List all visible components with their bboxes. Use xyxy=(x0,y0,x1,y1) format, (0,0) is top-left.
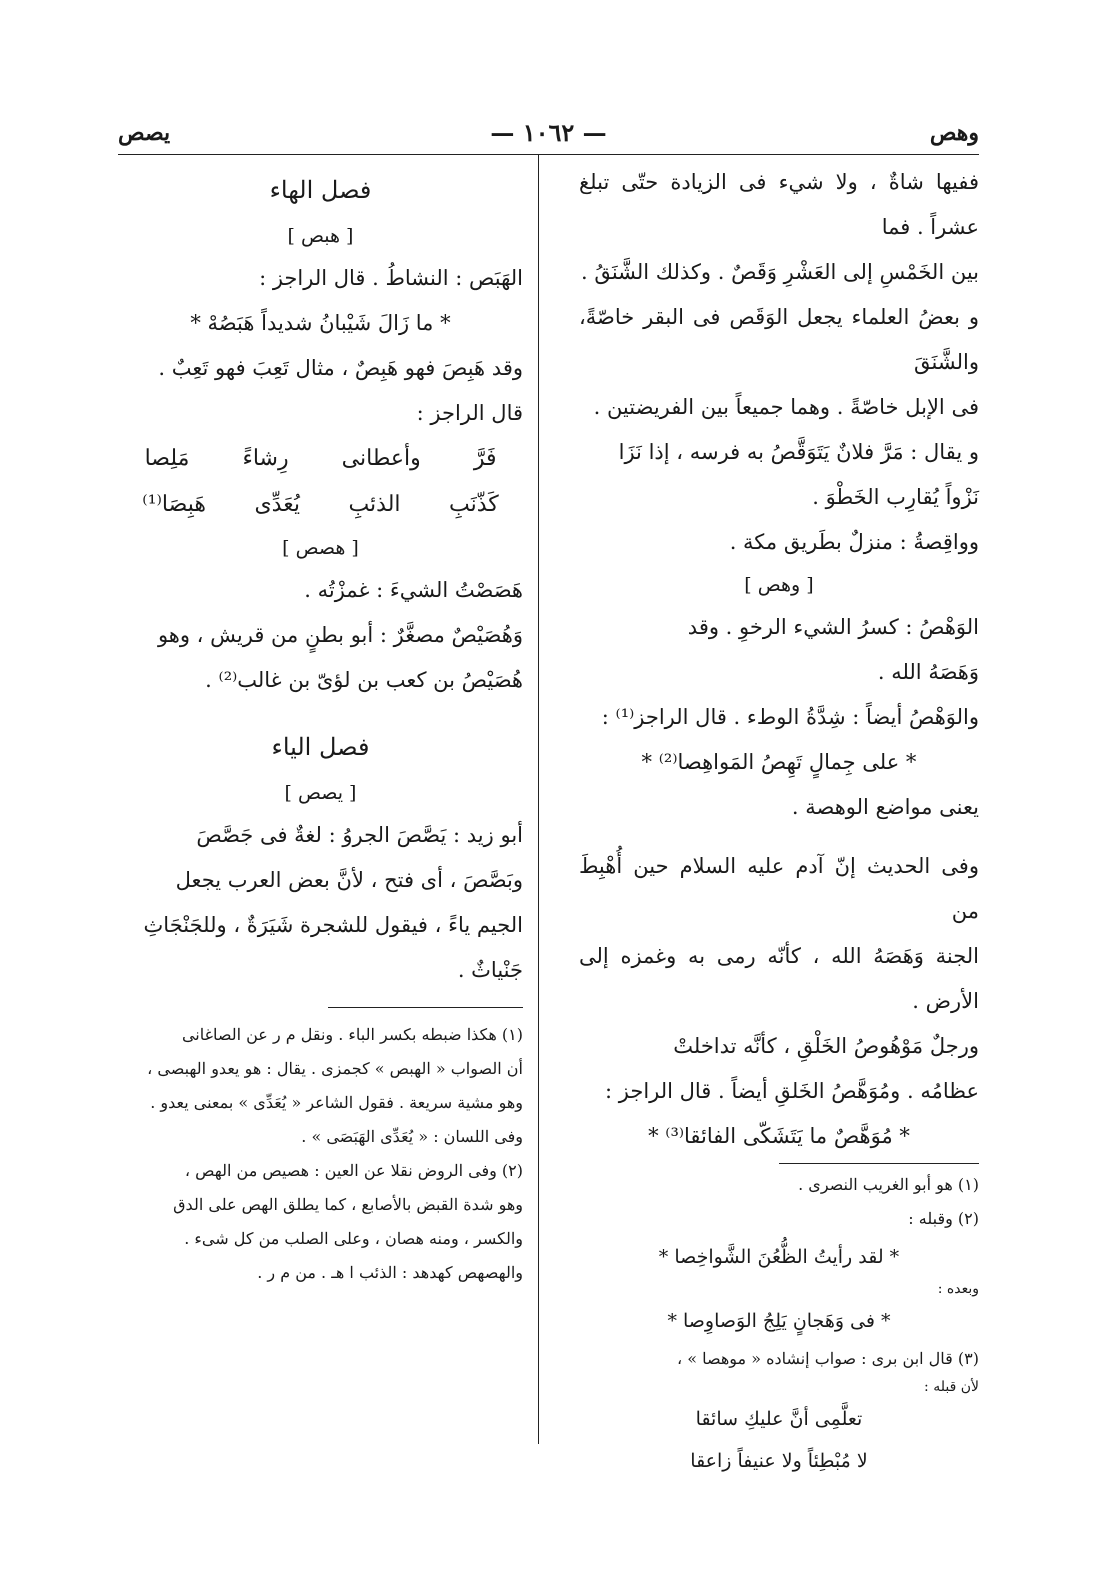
text-line: والوَهْصُ أيضاً : شِدَّةُ الوطء . قال الراجز⁽¹⁾ : xyxy=(601,705,979,729)
text-line: جَنْياثٌ . xyxy=(457,958,523,982)
footnote: وفى اللسان : « يُعَدِّى الهَبَصَى » . xyxy=(301,1127,523,1146)
section-heading-ha: فصل الهاء xyxy=(269,176,372,204)
verse-line: * مُوَهَّصٌ ما يَتَشَكّى الفائقا⁽³⁾ * xyxy=(648,1124,910,1148)
poem-line xyxy=(118,436,523,482)
text-line: الوَهْصُ : كسرُ الشيء الرخوِ . وقد xyxy=(687,615,979,639)
text-line: نَزْواً يُقارِب الخَطْوَ . xyxy=(812,485,979,509)
footnote-verse: * لقد رأيتُ الظُّعُنَ الشَّواخِصا * xyxy=(658,1246,900,1268)
footnote: لأن قبله : xyxy=(924,1379,979,1395)
text-line: يعنى مواضع الوهصة . xyxy=(791,795,979,819)
poem-word: كَذّنَبِ xyxy=(449,492,499,517)
verse-line: * على جِمالٍ تَهِصُ المَواهِصا⁽²⁾ * xyxy=(641,750,917,774)
text-line: ورجلٌ مَوْهُوصُ الخَلْقِ ، كأنَّه تداخلتْ xyxy=(673,1034,979,1058)
text-line: ففيها شاةٌ ، ولا شيء فى الزيادة حتّى تبلغ عشراً . فما xyxy=(579,170,979,239)
text-line: قال الراجز : xyxy=(416,401,523,425)
footnote-verse: تعلَّمِى أنَّ عليكِ سائقا xyxy=(695,1408,863,1430)
poem-word: رِشاءً xyxy=(242,446,289,471)
text-line: عظامُه . ومُوَهَّصُ الخَلقِ أيضاً . قال الراجز : xyxy=(605,1079,979,1103)
verse-line: * ما زَالَ شَيْبانُ شديداً هَبَصُهْ * xyxy=(190,311,451,335)
footnote-verse: لا مُبْطِئاً ولا عنيفاً زاعقا xyxy=(690,1450,868,1472)
text-line: فى الإبل خاصّةً . وهما جميعاً بين الفريضتين . xyxy=(593,395,979,419)
text-line: الجنة وَهَصَهُ الله ، كأنّه رمى به وغمزه إلى الأرض . xyxy=(579,944,979,1013)
footnote: (٣) قال ابن برى : صواب إنشاده « موهصا » ، xyxy=(676,1349,979,1368)
page-number: — ١٠٦٢ — xyxy=(490,118,607,147)
poem-word: فَرَّ xyxy=(473,446,497,471)
poem-word: وأعطانى xyxy=(341,446,421,471)
entry-heading-yss: [ يصص ] xyxy=(284,782,357,804)
header-left-word: يصص xyxy=(118,120,171,146)
footnote: أن الصواب « الهبص » كجمزى . يقال : هو يعدو الهبصى ، xyxy=(147,1059,523,1078)
column-divider xyxy=(538,154,539,1444)
text-line: وبَصَّصَ ، أى فتح ، لأنَّ بعض العرب يجعل xyxy=(175,868,523,892)
header-right-word: وهص xyxy=(929,120,979,146)
entry-heading-hss: [ هصص ] xyxy=(282,537,359,559)
text-line: وقد هَبِصَ فهو هَبِصٌ ، مثال تَعِبَ فهو تَعِبٌ . xyxy=(158,356,523,380)
page-header xyxy=(118,118,979,155)
poem-line xyxy=(118,482,523,528)
footnote: (١) هو أبو الغريب النصرى . xyxy=(798,1175,979,1194)
entry-heading-wahs: [ وهص ] xyxy=(744,574,814,596)
right-column xyxy=(579,160,979,1482)
poem-word: يُعَدِّى xyxy=(254,492,300,517)
left-column xyxy=(118,160,523,1290)
poem-word: هَبِصَا⁽¹⁾ xyxy=(142,492,206,517)
text-line: وَهَصَهُ الله . xyxy=(877,660,979,684)
entry-heading-habs: [ هبص ] xyxy=(287,225,354,247)
footnote-rule xyxy=(779,1163,979,1164)
text-line: وَهُصَيْصٌ مصغَّرٌ : أبو بطنٍ من قريش ، وهو xyxy=(157,623,523,647)
text-line: و يقال : مَرَّ فلانٌ يَتَوَقَّصُ به فرسه ، إذا نَزَا xyxy=(618,440,979,464)
text-line: و بعضُ العلماء يجعل الوَقَص فى البقر خاصّةً، والشَّنَقَ xyxy=(579,305,979,374)
footnote: وبعده : xyxy=(937,1281,979,1297)
section-heading-ya: فصل الياء xyxy=(271,733,370,761)
footnote: (٢) وقبله : xyxy=(908,1209,979,1228)
footnote-rule xyxy=(328,1007,523,1008)
footnote-verse: * فى وَهَجانٍ يَلِجُ الوَصاوِصا * xyxy=(667,1310,891,1332)
poem-word: مَلِصا xyxy=(144,446,190,471)
text-line: هُصَيْصُ بن كعب بن لؤىّ بن غالب⁽²⁾ . xyxy=(205,668,523,692)
footnote: وهو مشية سريعة . فقول الشاعر « يُعَدِّى » بمعنى يعدو . xyxy=(150,1093,523,1112)
text-line: الهَبَص : النشاطُ . قال الراجز : xyxy=(259,266,523,290)
footnote: (٢) وفى الروض نقلا عن العين : هصيص من الهص ، xyxy=(184,1161,523,1180)
footnote: والهصهص كهدهد : الذئب ا هـ . من م ر . xyxy=(257,1263,523,1282)
text-line: الجيم ياءً ، فيقول للشجرة شَيَرَةٌ ، وللجَنْجَاثِ xyxy=(143,913,523,937)
footnote: والكسر ، ومنه هصان ، وعلى الصلب من كل شىء . xyxy=(184,1229,523,1248)
footnote: (١) هكذا ضبطه بكسر الباء . ونقل م ر عن الصاغانى xyxy=(181,1025,523,1044)
text-line: هَصَصْتُ الشيءَ : غمزْتُه . xyxy=(304,578,523,602)
poem-word: الذئبِ xyxy=(348,492,401,517)
text-line: وفى الحديث إنّ آدم عليه السلام حين أُهْبِطَ من xyxy=(579,854,979,923)
text-line: وواقِصةُ : منزلٌ بطَريق مكة . xyxy=(729,530,979,554)
text-line: بين الخَمْسِ إلى العَشْرِ وَقَصٌ . وكذلك الشَّنَقُ . xyxy=(580,260,979,284)
text-line: أبو زيد : يَصَّصَ الجروُ : لغةٌ فى جَصَّصَ xyxy=(196,823,523,847)
footnote: وهو شدة القبض بالأصابع ، كما يطلق الهص على الدق xyxy=(173,1195,523,1214)
